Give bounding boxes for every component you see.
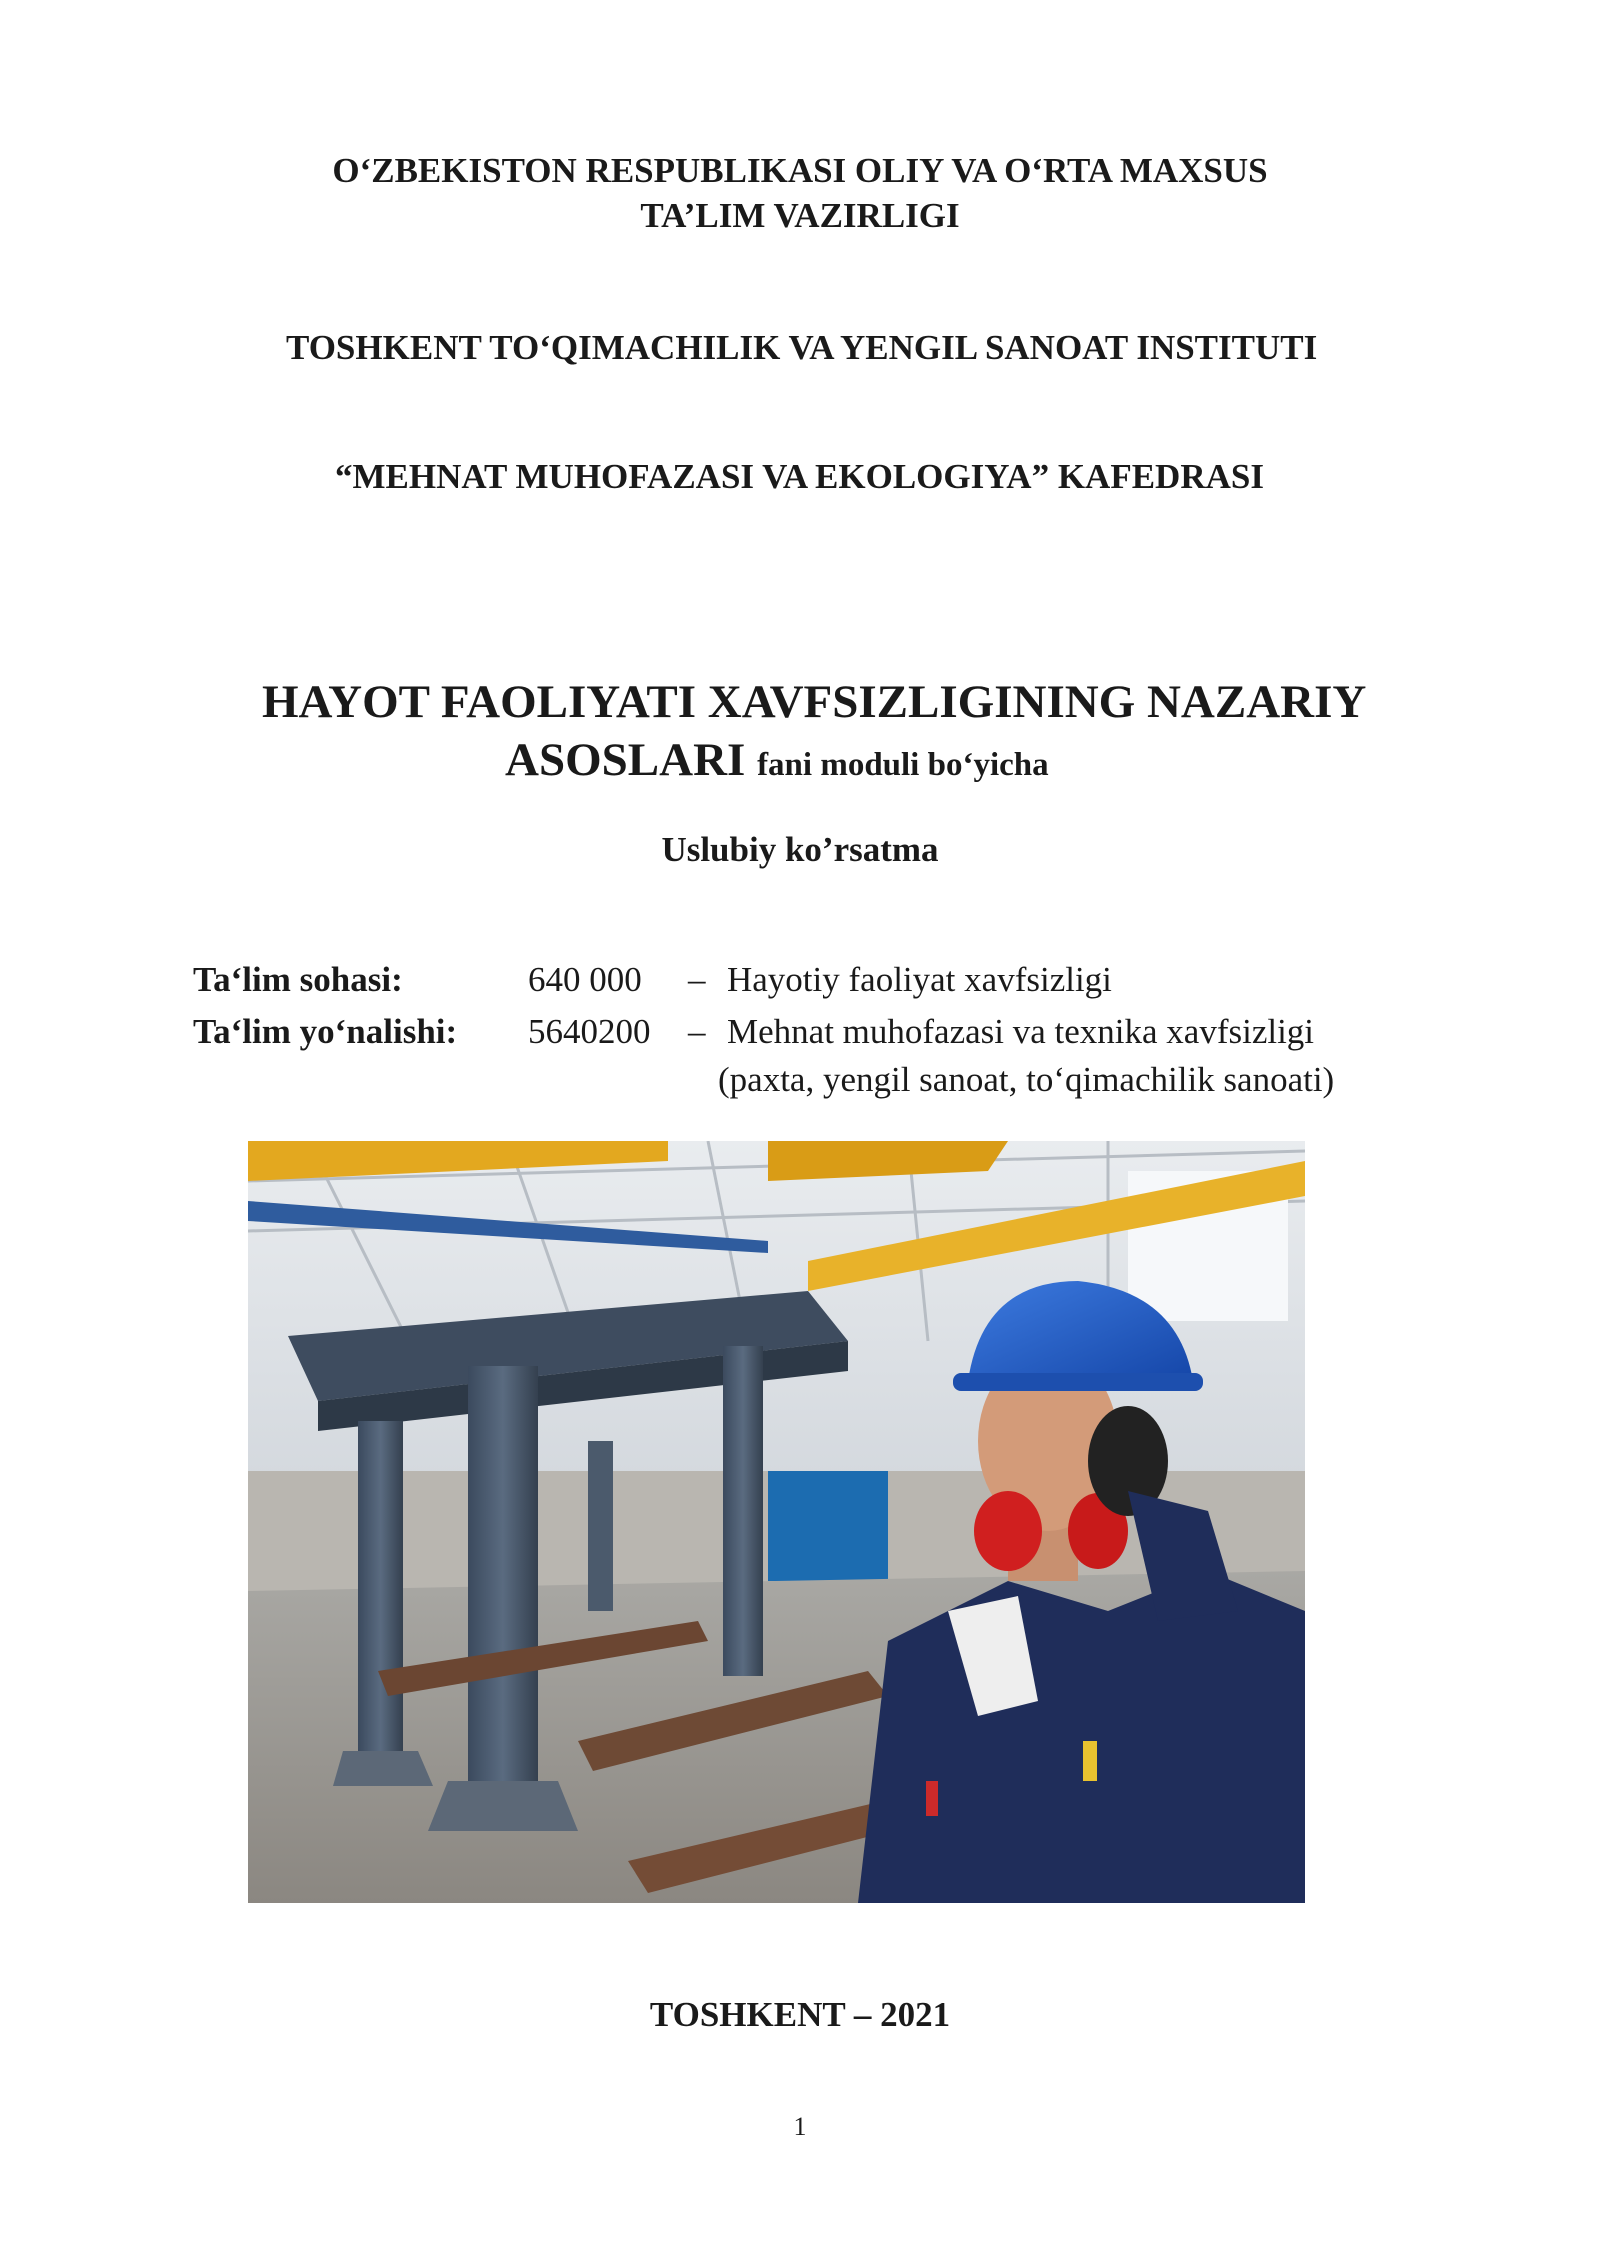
field-name: Hayotiy faoliyat xavfsizligi [727, 960, 1112, 999]
document-title-subtitle: fani moduli bo‘yicha [757, 747, 1049, 783]
document-title-main: ASOSLARI [505, 734, 746, 786]
ministry-line-1: O‘ZBEKISTON RESPUBLIKASI OLIY VA O‘RTA MAXSUS [332, 151, 1268, 190]
city-year: TOSHKENT – 2021 [649, 1995, 951, 2034]
ministry-line-2: TA’LIM VAZIRLIGI [640, 196, 960, 235]
field-code: 640 000 [528, 960, 642, 999]
direction-name: Mehnat muhofazasi va texnika xavfsizligi [727, 1012, 1315, 1051]
document-type: Uslubiy ko’rsatma [661, 830, 939, 869]
institute-name: TOSHKENT TO‘QIMACHILIK VA YENGIL SANOAT INSTITUTI [286, 328, 1318, 367]
direction-label: Ta‘lim yo‘nalishi: [193, 1012, 458, 1051]
document-title-line-2 [505, 733, 1049, 787]
cover-photo [248, 1141, 1305, 1903]
ministry-heading [0, 148, 1600, 238]
field-dash: – [688, 960, 706, 999]
document-title-line-1: HAYOT FAOLIYATI XAVFSIZLIGINING NAZARIY [262, 676, 1367, 728]
direction-code: 5640200 [528, 1012, 651, 1051]
direction-dash: – [688, 1012, 706, 1051]
field-label: Ta‘lim sohasi: [193, 960, 403, 999]
department-name: “MEHNAT MUHOFAZASI VA EKOLOGIYA” KAFEDRASI [335, 457, 1264, 496]
direction-note: (paxta, yengil sanoat, to‘qimachilik sanoati) [718, 1060, 1335, 1099]
page-number: 1 [793, 2112, 807, 2141]
